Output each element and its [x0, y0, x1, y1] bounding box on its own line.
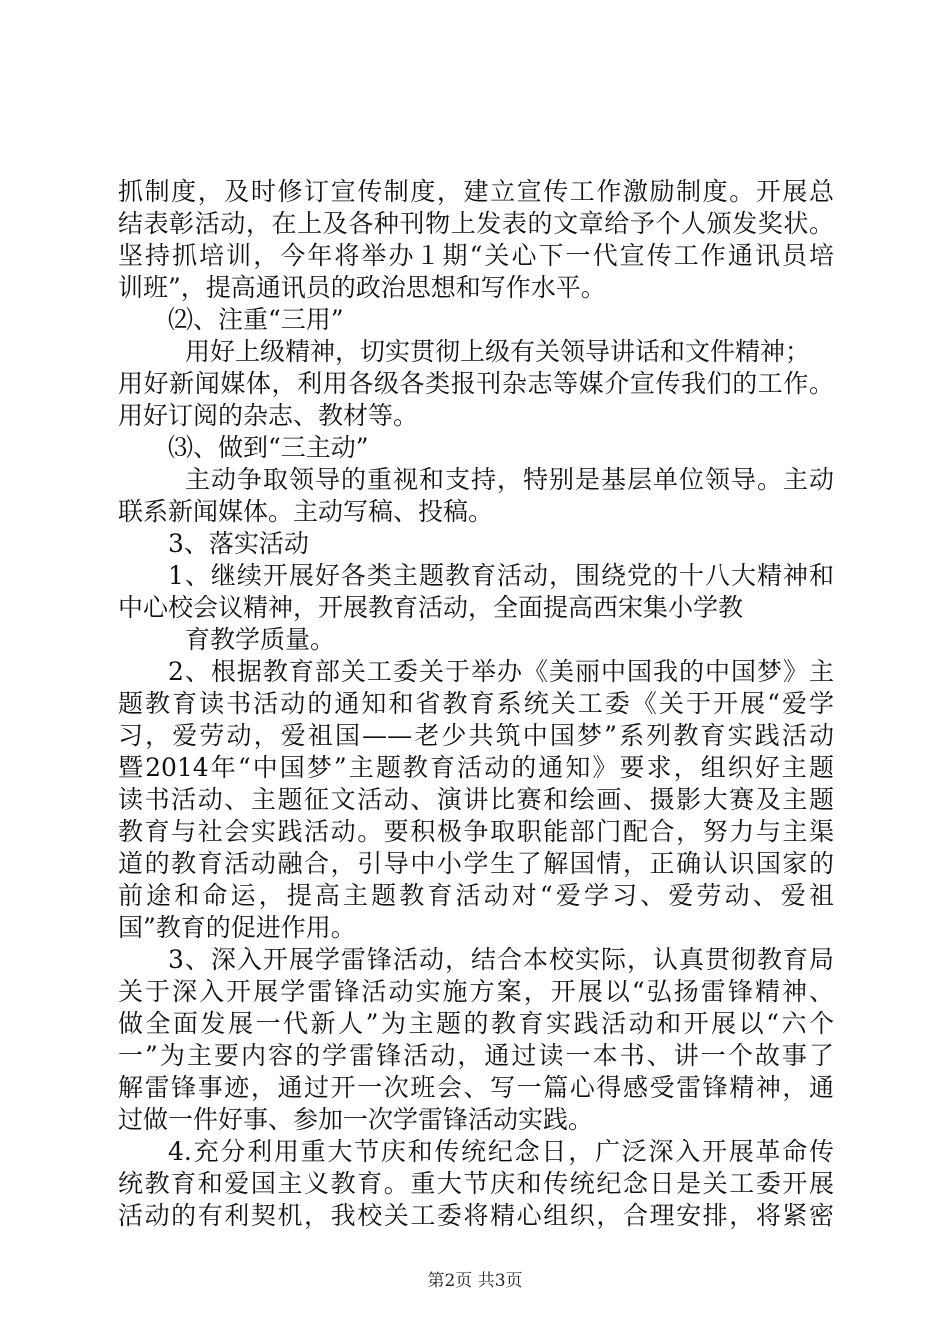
page-number-footer: 第2页 共3页 [427, 1271, 523, 1291]
text-line: 国”教育的促进作用。 [118, 913, 356, 942]
text-line: 抓制度，及时修订宣传制度，建立宣传工作激励制度。开展总 [118, 177, 834, 206]
text-line: 1、继续开展好各类主题教育活动，围绕党的十八大精神和 [168, 561, 834, 590]
text-line: 中心校会议精神，开展教育活动，全面提高西宋集小学教 [118, 593, 744, 622]
text-line: 坚持抓培训，今年将举办１期“关心下一代宣传工作通讯员培 [118, 241, 834, 270]
section-heading: ⑵、注重“三用” [168, 305, 344, 334]
text-line: 2、根据教育部关工委关于举办《美丽中国我的中国梦》主 [168, 657, 834, 686]
text-line: 3、深入开展学雷锋活动，结合本校实际，认真贯彻教育局 [168, 945, 834, 974]
text-line: 题教育读书活动的通知和省教育系统关工委《关于开展“爱学 [118, 689, 834, 718]
text-line: 前途和命运，提高主题教育活动对“爱学习、爱劳动、爱祖 [118, 881, 834, 910]
text-line: 联系新闻媒体。主动写稿、投稿。 [118, 497, 494, 526]
text-line: 关于深入开展学雷锋活动实施方案，开展以“弘扬雷锋精神、 [118, 977, 834, 1006]
text-line: 活动的有利契机，我校关工委将精心组织，合理安排，将紧密 [118, 1201, 834, 1230]
text-line: 解雷锋事迹，通过开一次班会、写一篇心得感受雷锋精神，通 [118, 1073, 834, 1102]
text-line: 用好上级精神，切实贯彻上级有关领导讲话和文件精神； [185, 337, 811, 366]
text-line: 习，爱劳动，爱祖国——老少共筑中国梦”系列教育实践活动 [118, 721, 834, 750]
section-heading: 3、落实活动 [168, 529, 309, 558]
text-line: 用好订阅的杂志、教材等。 [118, 401, 419, 430]
text-line: 教育与社会实践活动。要积极争取职能部门配合，努力与主渠 [118, 817, 834, 846]
text-line: 用好新闻媒体，利用各级各类报刊杂志等媒介宣传我们的工作。 [118, 369, 834, 398]
text-line: 4.充分利用重大节庆和传统纪念日，广泛深入开展革命传 [168, 1137, 834, 1166]
text-line: 统教育和爱国主义教育。重大节庆和传统纪念日是关工委开展 [118, 1169, 834, 1198]
text-line: 道的教育活动融合，引导中小学生了解国情，正确认识国家的 [118, 849, 834, 878]
section-heading: ⑶、做到“三主动” [168, 433, 369, 462]
text-line: 一”为主要内容的学雷锋活动，通过读一本书、讲一个故事了 [118, 1041, 834, 1070]
text-line: 结表彰活动，在上及各种刊物上发表的文章给予个人颁发奖状。 [118, 209, 834, 238]
text-line: 主动争取领导的重视和支持，特别是基层单位领导。主动 [185, 465, 834, 494]
text-line: 过做一件好事、参加一次学雷锋活动实践。 [118, 1105, 594, 1134]
text-line: 训班”，提高通讯员的政治思想和写作水平。 [118, 273, 606, 302]
text-line: 育教学质量。 [185, 625, 336, 654]
text-line: 暨2014年“中国梦”主题教育活动的通知》要求，组织好主题 [118, 753, 834, 782]
text-line: 读书活动、主题征文活动、演讲比赛和绘画、摄影大赛及主题 [118, 785, 834, 814]
text-line: 做全面发展一代新人”为主题的教育实践活动和开展以“六个 [118, 1009, 834, 1038]
